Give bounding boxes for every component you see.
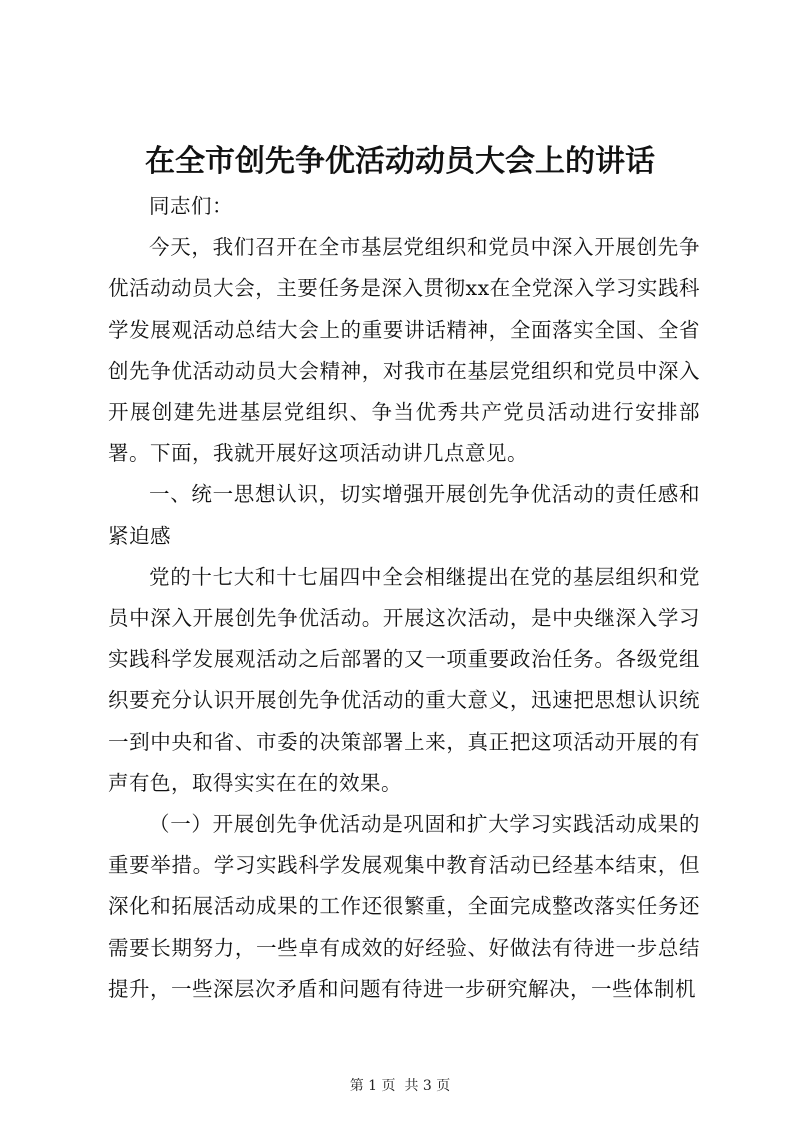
intro-paragraph: 今天，我们召开在全市基层党组织和党员中深入开展创先争优活动动员大会，主要任务是深入贯彻xx在全党深入学习实践科学发展观活动总结大会上的重要讲话精神，全面落实全国、全省创先争优活动动员大会精神，对我市在基层党组织和党员中深入开展创建先进基层党组织、争当优秀共产党员活动进行安排部署。下面，我就开展好这项活动讲几点意见。 <box>108 235 700 466</box>
section-heading-one: 一、统一思想认识，切实增强开展创先争优活动的责任感和紧迫感 <box>108 482 700 548</box>
document-body <box>108 186 700 1010</box>
subsection-paragraph: （一）开展创先争优活动是巩固和扩大学习实践活动成果的重要举措。学习实践科学发展观集中教育活动已经基本结束，但深化和拓展活动成果的工作还很繁重，全面完成整改落实任务还需要长期努力，一些卓有成效的好经验、好做法有待进一步总结提升，一些深层次矛盾和问题有待进一步研究解决，一些体制机 <box>108 812 700 1001</box>
page-number-label: 第 1 页 共 3 页 <box>349 1078 451 1094</box>
page-footer <box>0 1076 800 1096</box>
greeting-paragraph: 同志们： <box>149 194 233 218</box>
document-title: 在全市创先争优活动动员大会上的讲话 <box>145 144 655 179</box>
body-paragraph: 党的十七大和十七届四中全会相继提出在党的基层组织和党员中深入开展创先争优活动。开展这次活动，是中央继深入学习实践科学发展观活动之后部署的又一项重要政治任务。各级党组织要充分认识开展创先争优活动的重大意义，迅速把思想认识统一到中央和省、市委的决策部署上来，真正把这项活动开展的有声有色，取得实实在在的效果。 <box>108 564 700 795</box>
